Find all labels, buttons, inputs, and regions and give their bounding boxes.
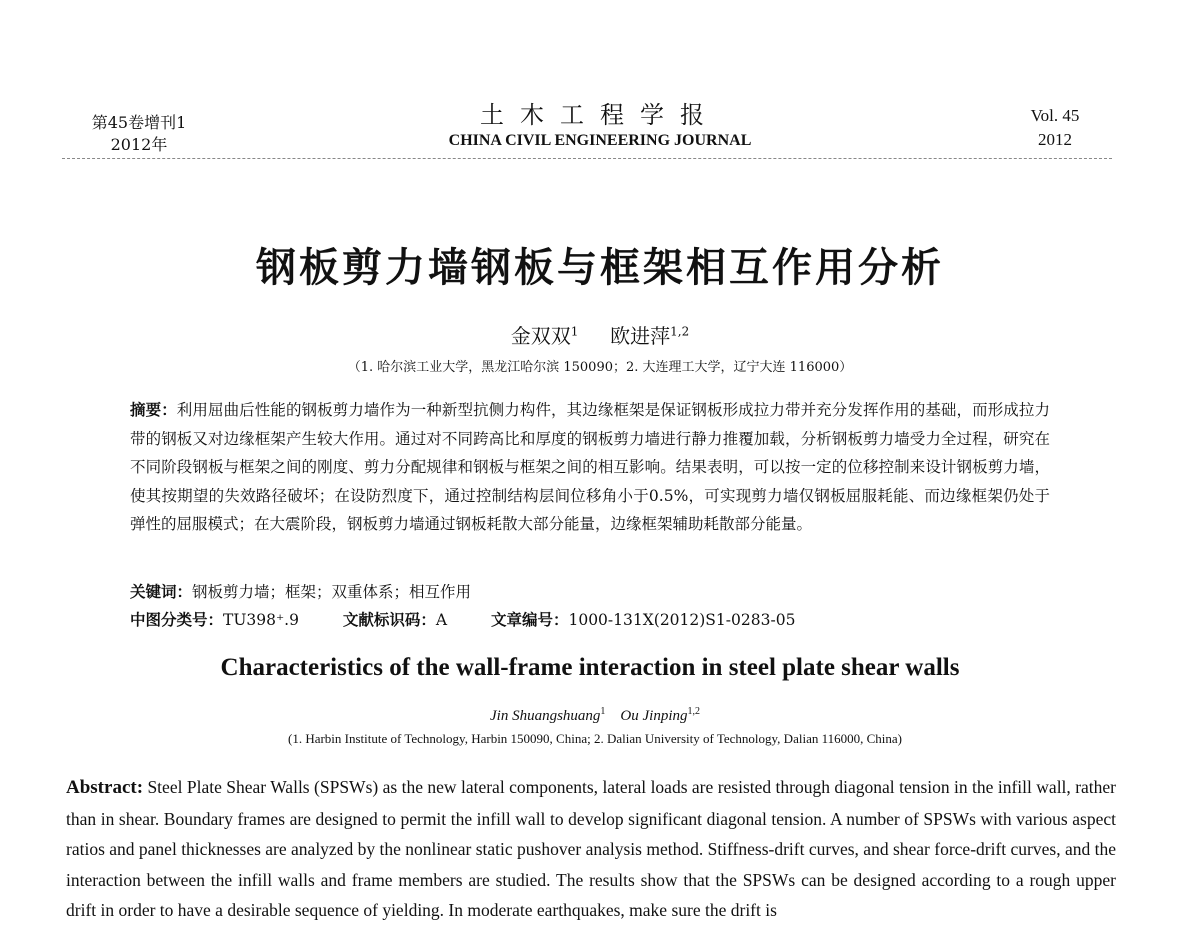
volume-cn: 第45卷增刊1 [91,113,187,132]
journal-masthead [380,100,820,150]
paper-title-cn: 钢板剪力墙钢板与框架相互作用分析 [256,245,944,291]
keywords-text: 钢板剪力墙；框架；双重体系；相互作用 [192,583,472,601]
doc-code-label: 文献标识码： [342,611,436,629]
authors-en [0,706,1190,725]
article-no-value: 1000-131X(2012)S1-0283-05 [568,611,796,629]
author-en-1-affil: 1 [600,706,606,717]
author-cn-1: 金双双 [510,324,571,348]
author-cn-1-affil: 1 [570,324,579,339]
journal-name-en: CHINA CIVIL ENGINEERING JOURNAL [448,132,752,149]
author-cn-2: 欧进萍 [610,324,671,348]
article-no-label: 文章编号： [490,611,569,629]
author-en-2-affil: 1,2 [687,706,700,717]
abstract-cn-text: 利用屈曲后性能的钢板剪力墙作为一种新型抗侧力构件，其边缘框架是保证钢板形成拉力带并充分发挥作用的基础，而形成拉力带的钢板又对边缘框架产生较大作用。通过对不同跨高比和厚度的钢板剪力墙进行静力推覆加载，分析钢板剪力墙受力全过程，研究在不同阶段钢板与框架之间的刚度、剪力分配规律和钢板与框架之间的相互影响。结果表明，可以按一定的位移控制来设计钢板剪力墙，使其按期望的失效路径破坏；在设防烈度下，通过控制结构层间位移角小于0.5%，可实现剪力墙仅钢板屈服耗能、而边缘框架仍处于弹性的屈服模式；在大震阶段，钢板剪力墙通过钢板耗散大部分能量，边缘框架辅助耗散部分能量。 [130,401,1050,533]
affiliation-cn: （1. 哈尔滨工业大学，黑龙江哈尔滨 150090；2. 大连理工大学，辽宁大连 116000） [347,360,853,375]
keywords-cn [130,581,1050,603]
abstract-en-text: Steel Plate Shear Walls (SPSWs) as the new lateral components, lateral loads are resisted through diagonal tension in the infill wall, rather than in shear. Boundary frames are designed to permit the infill wall to develop significant diagonal tension. A number of SPSWs with various aspect ratios and panel thicknesses are analyzed by the nonlinear static pushover analysis method. Stiffness-drift curves, and shear force-drift curves, and the interaction between the infill walls and frame members are studied. The results show that the SPSWs can be designed according to a rough upper drift in order to have a desirable sequence of yielding. In moderate earthquakes, make sure the drift is [66,777,1117,921]
header-divider [62,158,1112,159]
class-label: 中图分类号： [130,611,224,629]
abstract-en [66,772,1116,926]
classification-row [130,609,1050,631]
author-cn-2-affil: 1,2 [670,324,690,339]
header-volume-en-block [1000,104,1110,152]
year-cn: 2012年 [110,135,168,154]
year-en: 2012 [1038,130,1072,149]
class-value: TU398⁺.9 [223,611,299,629]
paper-title-en: Characteristics of the wall-frame interaction in steel plate shear walls [220,654,960,681]
abstract-cn-label: 摘要： [130,401,177,419]
authors-cn [0,320,1200,349]
journal-name-cn: 土木工程学报 [480,101,720,129]
keywords-label: 关键词： [130,583,193,601]
doc-code-value: A [435,611,448,629]
author-en-2: Ou Jinping [620,708,688,724]
abstract-cn [130,396,1050,539]
author-en-1: Jin Shuangshuang [490,708,601,724]
abstract-en-label: Abstract: [66,777,144,798]
header-volume-block [64,112,214,156]
affiliation-en: (1. Harbin Institute of Technology, Harbin 150090, China; 2. Dalian University of Technology, Dalian 116000, China) [287,731,902,746]
volume-en: Vol. 45 [1030,106,1080,125]
